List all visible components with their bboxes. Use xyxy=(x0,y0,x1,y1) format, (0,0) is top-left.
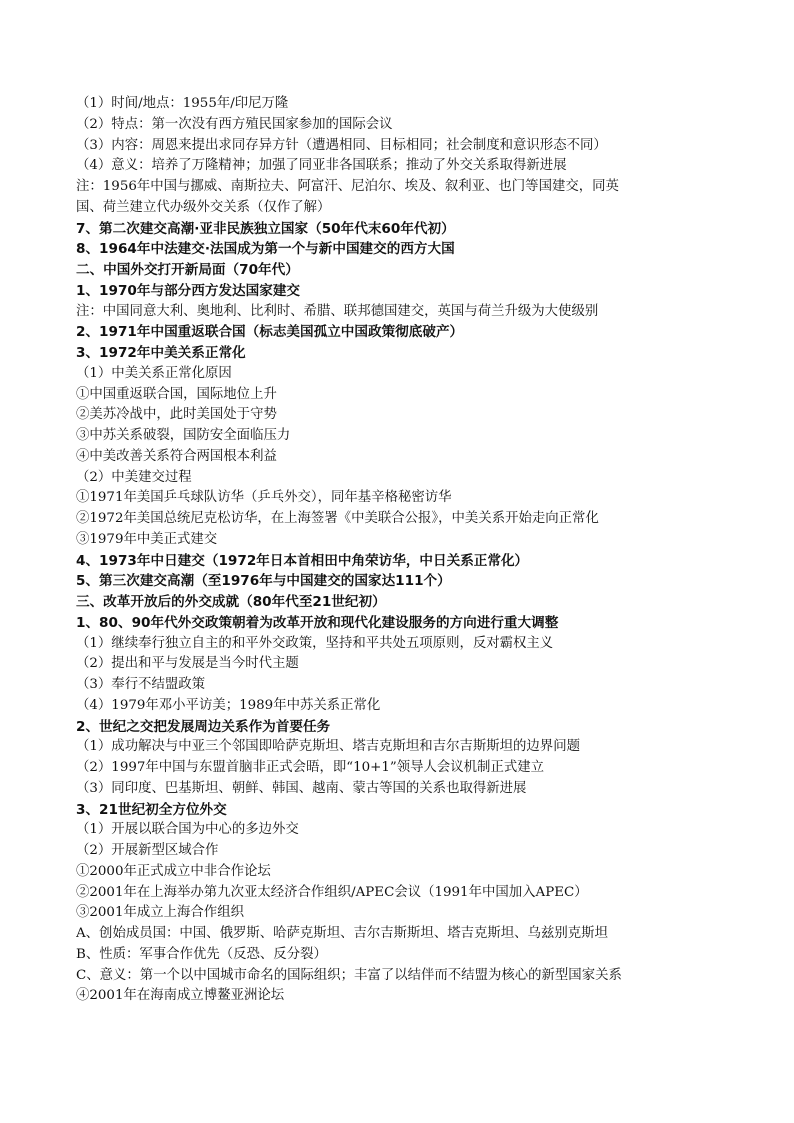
text-line: 注：中国同意大利、奥地利、比利时、希腊、联邦德国建交，英国与荷兰升级为大使级别 xyxy=(76,303,599,319)
document-body xyxy=(76,94,724,1007)
text-line: （4）1979年邓小平访美；1989年中苏关系正常化 xyxy=(76,697,381,713)
text-line: ④中美改善关系符合两国根本利益 xyxy=(76,448,277,464)
section-heading: 三、改革开放后的外交成就（80年代至21世纪初） xyxy=(76,594,386,610)
section-heading: 1、1970年与部分西方发达国家建交 xyxy=(76,282,301,299)
text-line: ③中苏关系破裂，国防安全面临压力 xyxy=(76,428,291,443)
section-heading: 8、1964年中法建交·法国成为第一个与新中国建交的西方大国 xyxy=(76,241,455,258)
section-heading: 3、21世纪初全方位外交 xyxy=(76,801,227,818)
text-line: （2）提出和平与发展是当今时代主题 xyxy=(76,656,299,672)
text-line: ①2000年正式成立中非合作论坛 xyxy=(76,863,271,879)
text-line: ②1972年美国总统尼克松访华，在上海签署《中美联合公报》，中美关系开始走向正常化 xyxy=(76,511,599,526)
text-line: （1）时间/地点：1955年/印尼万隆 xyxy=(76,96,289,111)
text-line: （1）中美关系正常化原因 xyxy=(76,365,232,381)
text-line: （1）开展以联合国为中心的多边外交 xyxy=(76,822,299,838)
text-line: （2）1997年中国与东盟首脑非正式会晤，即“10+1”领导人会议机制正式建立 xyxy=(76,760,545,775)
section-heading: 3、1972年中美关系正常化 xyxy=(76,345,246,361)
text-line: （3）同印度、巴基斯坦、朝鲜、韩国、越南、蒙古等国的关系也取得新进展 xyxy=(76,780,527,796)
section-heading: 4、1973年中日建交（1972年日本首相田中角荣访华，中日关系正常化） xyxy=(76,552,529,569)
text-line: ②美苏冷战中，此时美国处于守势 xyxy=(76,407,277,423)
text-line: A、创始成员国：中国、俄罗斯、哈萨克斯坦、吉尔吉斯斯坦、塔吉克斯坦、乌兹别克斯坦 xyxy=(76,926,608,941)
section-heading: 1、80、90年代外交政策朝着为改革开放和现代化建设服务的方向进行重大调整 xyxy=(76,614,559,631)
text-line: 注：1956年中国与挪威、南斯拉夫、阿富汗、尼泊尔、埃及、叙利亚、也门等国建交，同英 xyxy=(76,179,619,194)
section-heading: 5、第三次建交高潮（至1976年与中国建交的国家达111个） xyxy=(76,573,451,590)
text-line: B、性质：军事合作优先（反恐、反分裂） xyxy=(76,946,327,962)
text-line: （2）开展新型区域合作 xyxy=(76,843,219,858)
text-line: （1）成功解决与中亚三个邻国即哈萨克斯坦、塔吉克斯坦和吉尔吉斯斯坦的边界问题 xyxy=(76,739,580,755)
text-line: （4）意义：培养了万隆精神；加强了同亚非各国联系；推动了外交关系取得新进展 xyxy=(76,158,567,174)
text-line: （2）中美建交过程 xyxy=(76,469,192,485)
text-line: ①1971年美国乒乓球队访华（乒乓外交），同年基辛格秘密访华 xyxy=(76,490,452,506)
section-heading: 2、世纪之交把发展周边关系作为首要任务 xyxy=(76,718,331,735)
text-line: ②2001年在上海举办第九次亚太经济合作组织/APEC会议（1991年中国加入APEC） xyxy=(76,884,588,900)
text-line: C、意义：第一个以中国城市命名的国际组织；丰富了以结伴而不结盟为核心的新型国家关系 xyxy=(76,967,622,983)
text-line: （1）继续奉行独立自主的和平外交政策，坚持和平共处五项原则，反对霸权主义 xyxy=(76,635,554,651)
text-line: ④2001年在海南成立博鳌亚洲论坛 xyxy=(76,988,285,1004)
text-line: （3）奉行不结盟政策 xyxy=(76,677,206,692)
section-heading: 7、第二次建交高潮·亚非民族独立国家（50年代末60年代初） xyxy=(76,220,455,237)
text-line: 国、荷兰建立代办级外交关系（仅作了解） xyxy=(76,199,331,215)
text-line: ③2001年成立上海合作组织 xyxy=(76,905,244,921)
text-line: （3）内容：周恩来提出求同存异方针（遭遇相同、目标相同；社会制度和意识形态不同） xyxy=(76,137,607,153)
text-line: ①中国重返联合国，国际地位上升 xyxy=(76,386,277,402)
text-line: ③1979年中美正式建交 xyxy=(76,531,218,547)
section-heading: 二、中国外交打开新局面（70年代） xyxy=(76,262,299,278)
text-line: （2）特点：第一次没有西方殖民国家参加的国际会议 xyxy=(76,116,393,132)
section-heading: 2、1971年中国重返联合国（标志美国孤立中国政策彻底破产） xyxy=(76,324,464,341)
